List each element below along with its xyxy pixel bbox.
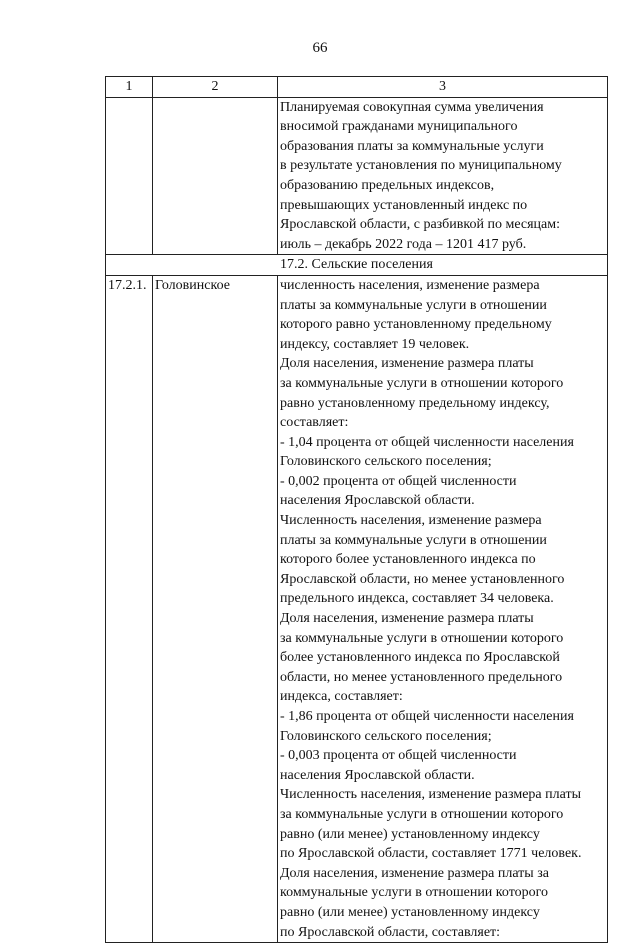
text-line: платы за коммунальные услуги в отношении	[280, 532, 547, 548]
text-line: предельного индекса, составляет 34 человека.	[280, 591, 554, 607]
table-header-row	[106, 77, 608, 98]
section-row	[106, 255, 608, 276]
text-line: по Ярославской области, составляет 1771 человек.	[280, 846, 582, 862]
column-header-2: 2	[153, 77, 278, 98]
text-line: за коммунальные услуги в отношении которого	[280, 630, 564, 646]
text-line: Ярославской области, с разбивкой по месяцам:	[280, 217, 561, 233]
text-line: Ярославской области, но менее установленного	[280, 571, 565, 587]
text-line: Численность населения, изменение размера	[280, 513, 542, 529]
text-line: индексу, составляет 19 человек.	[280, 336, 470, 352]
column-header-1: 1	[106, 77, 153, 98]
text-line: численность населения, изменение размера	[280, 277, 540, 293]
text-line: коммунальные услуги в отношении которого	[280, 885, 549, 901]
text-line: индекса, составляет:	[280, 689, 403, 705]
text-line: вносимой гражданами муниципального	[280, 119, 518, 135]
text-line: превышающих установленный индекс по	[280, 197, 528, 213]
text-line: равно (или менее) установленному индексу	[280, 826, 540, 842]
entry-text-cell	[278, 275, 608, 942]
text-line: Головинского сельского поселения;	[280, 454, 492, 470]
text-line: Доля населения, изменение размера платы	[280, 611, 534, 627]
text-line: населения Ярославской области.	[280, 493, 475, 509]
text-line: Численность населения, изменение размера платы	[280, 787, 581, 803]
text-line: по Ярославской области, составляет:	[280, 924, 501, 940]
document-table	[105, 76, 608, 943]
row-number-cell	[106, 97, 153, 255]
row-text-cell	[278, 97, 608, 255]
text-line: Доля населения, изменение размера платы	[280, 356, 534, 372]
text-line: которого более установленного индекса по	[280, 552, 536, 568]
text-line: Доля населения, изменение размера платы за	[280, 865, 549, 881]
row-name-cell	[153, 97, 278, 255]
table-row	[106, 275, 608, 942]
section-title: 17.2. Сельские поселения	[106, 255, 608, 276]
text-line: образования платы за коммунальные услуги	[280, 138, 544, 154]
text-line: области, но менее установленного предельного	[280, 669, 563, 685]
text-line: платы за коммунальные услуги в отношении	[280, 297, 547, 313]
text-line: - 1,04 процента от общей численности населения	[280, 434, 574, 450]
text-line: составляет:	[280, 415, 349, 431]
text-line: - 0,003 процента от общей численности	[280, 748, 517, 764]
text-line: более установленного индекса по Ярославской	[280, 650, 560, 666]
entry-name-cell: Головинское	[153, 275, 278, 942]
table-row	[106, 97, 608, 255]
page-number: 66	[312, 40, 328, 56]
text-line: Планируемая совокупная сумма увеличения	[280, 99, 544, 115]
text-line: равно установленному предельному индексу,	[280, 395, 550, 411]
text-line: населения Ярославской области.	[280, 767, 475, 783]
text-line: образованию предельных индексов,	[280, 177, 495, 193]
text-line: в результате установления по муниципальному	[280, 158, 562, 174]
text-line: за коммунальные услуги в отношении которого	[280, 375, 564, 391]
text-line: Головинского сельского поселения;	[280, 728, 492, 744]
column-header-3: 3	[278, 77, 608, 98]
text-line: равно (или менее) установленному индексу	[280, 904, 540, 920]
text-line: - 1,86 процента от общей численности населения	[280, 709, 574, 724]
entry-number-cell: 17.2.1.	[106, 275, 153, 942]
text-line: июль – декабрь 2022 года – 1201 417 руб.	[280, 236, 527, 252]
text-line: которого равно установленному предельному	[280, 317, 552, 333]
text-line: - 0,002 процента от общей численности	[280, 473, 517, 489]
text-line: за коммунальные услуги в отношении которого	[280, 806, 564, 822]
